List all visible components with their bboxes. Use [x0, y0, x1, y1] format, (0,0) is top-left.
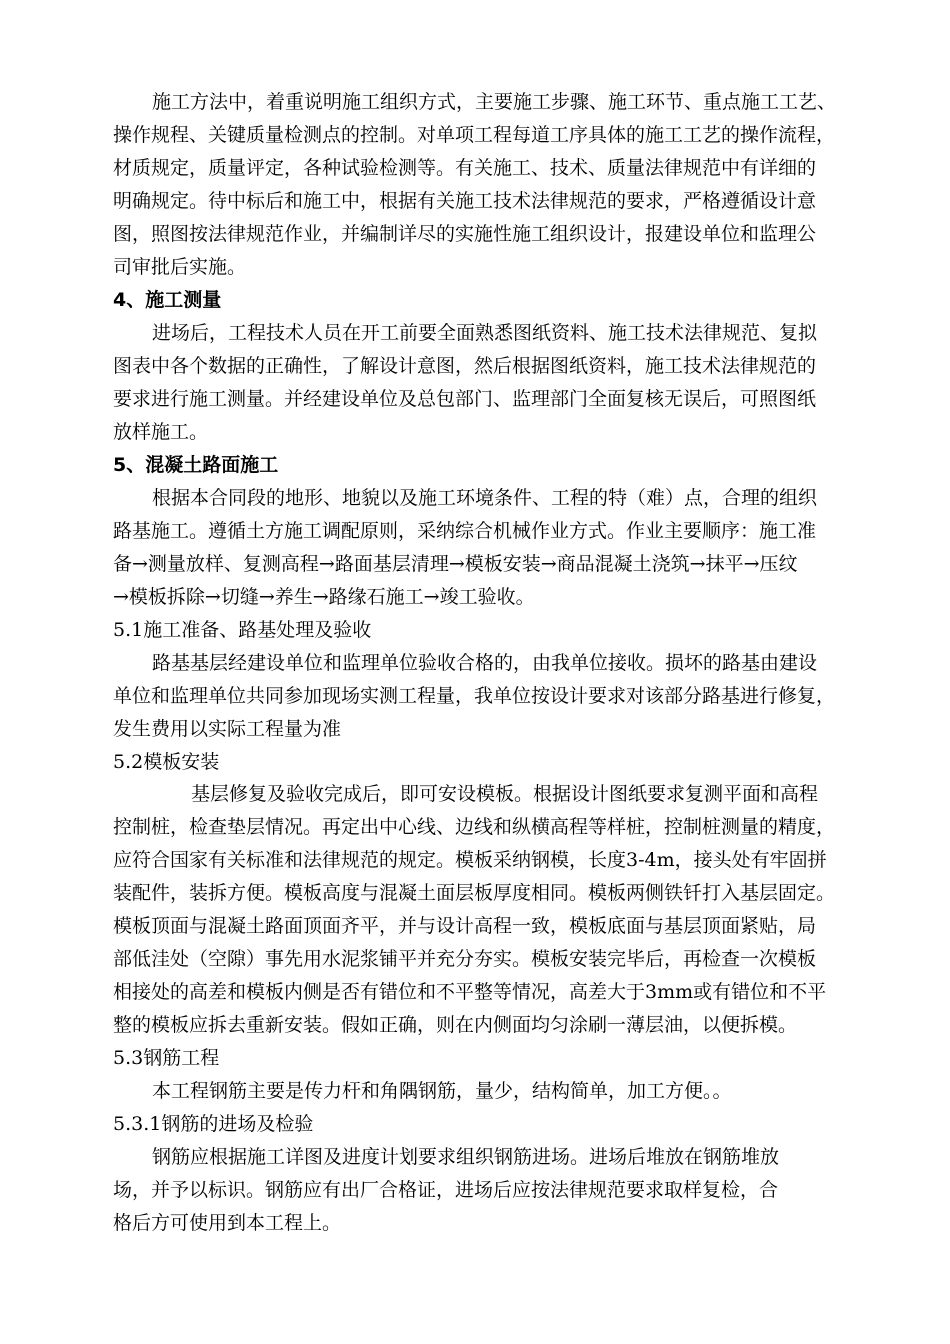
- paragraph-line: 放样施工。: [113, 421, 209, 443]
- paragraph-line: 图表中各个数据的正确性，了解设计意图，然后根据图纸资料，施工技术法律规范的: [113, 355, 817, 377]
- paragraph-line: 单位和监理单位共同参加现场实测工程量，我单位按设计要求对该部分路基进行修复，: [113, 685, 836, 707]
- paragraph-line: 司审批后实施。: [113, 256, 247, 278]
- subsection-heading-5-3: 5.3钢筋工程: [113, 1047, 220, 1069]
- paragraph-line: 路基施工。遵循土方施工调配原则，采纳综合机械作业方式。作业主要顺序：施工准: [113, 520, 817, 542]
- paragraph-line: 本工程钢筋主要是传力杆和角隅钢筋，量少，结构简单，加工方便。。: [152, 1080, 732, 1102]
- paragraph-line: 装配件，装拆方便。模板高度与混凝土面层板厚度相同。模板两侧铁钎打入基层固定。: [113, 882, 836, 904]
- paragraph-line: 路基基层经建设单位和监理单位验收合格的，由我单位接收。损坏的路基由建设: [152, 652, 818, 674]
- paragraph-line: 进场后，工程技术人员在开工前要全面熟悉图纸资料、施工技术法律规范、复拟: [152, 322, 818, 344]
- paragraph-line: 备→测量放样、复测高程→路面基层清理→模板安装→商品混凝土浇筑→抹平→压纹: [113, 553, 798, 575]
- subsection-heading-5-2: 5.2模板安装: [113, 751, 220, 773]
- paragraph-line: →模板拆除→切缝→养生→路缘石施工→竣工验收。: [113, 586, 535, 608]
- paragraph-line: 控制桩，检查垫层情况。再定出中心线、边线和纵横高程等样桩，控制桩测量的精度，: [113, 816, 836, 838]
- paragraph-line: 要求进行施工测量。并经建设单位及总包部门、监理部门全面复核无误后，可照图纸: [113, 388, 817, 410]
- paragraph-line: 模板顶面与混凝土路面顶面齐平，并与设计高程一致，模板底面与基层顶面紧贴，局: [113, 915, 817, 937]
- paragraph-line: 部低洼处（空隙）事先用水泥浆铺平并充分夯实。模板安装完毕后，再检查一次模板: [113, 948, 817, 970]
- paragraph-line: 钢筋应根据施工详图及进度计划要求组织钢筋进场。进场后堆放在钢筋堆放: [152, 1146, 780, 1168]
- paragraph-line: 图，照图按法律规范作业，并编制详尽的实施性施工组织设计，报建设单位和监理公: [113, 223, 817, 245]
- paragraph-line: 基层修复及验收完成后，即可安设模板。根据设计图纸要求复测平面和高程: [191, 783, 819, 805]
- subsection-heading-5-3-1: 5.3.1钢筋的进场及检验: [113, 1113, 314, 1135]
- paragraph-line: 整的模板应拆去重新安装。假如正确，则在内侧面均匀涂刷一薄层油，以便拆模。: [113, 1014, 798, 1036]
- paragraph-line: 格后方可使用到本工程上。: [113, 1212, 342, 1234]
- section-heading-4: 4、施工测量: [113, 289, 222, 311]
- paragraph-line: 材质规定，质量评定，各种试验检测等。有关施工、技术、质量法律规范中有详细的: [113, 157, 817, 179]
- paragraph-line: 明确规定。待中标后和施工中，根据有关施工技术法律规范的要求，严格遵循设计意: [113, 190, 817, 212]
- subsection-heading-5-1: 5.1施工准备、路基处理及验收: [113, 619, 372, 641]
- section-heading-5: 5、混凝土路面施工: [113, 454, 279, 476]
- paragraph-line: 根据本合同段的地形、地貌以及施工环境条件、工程的特（难）点，合理的组织: [152, 487, 818, 509]
- paragraph-line: 发生费用以实际工程量为准: [113, 718, 342, 740]
- paragraph-line: 施工方法中，着重说明施工组织方式，主要施工步骤、施工环节、重点施工工艺、: [152, 91, 837, 113]
- paragraph-line: 相接处的高差和模板内侧是否有错位和不平整等情况，高差大于3mm或有错位和不平: [113, 981, 827, 1003]
- paragraph-line: 应符合国家有关标准和法律规范的规定。模板采纳钢模，长度3-4m，接头处有牢固拼: [113, 849, 827, 871]
- paragraph-line: 操作规程、关键质量检测点的控制。对单项工程每道工序具体的施工工艺的操作流程，: [113, 124, 836, 146]
- paragraph-line: 场，并予以标识。钢筋应有出厂合格证，进场后应按法律规范要求取样复检，合: [113, 1179, 779, 1201]
